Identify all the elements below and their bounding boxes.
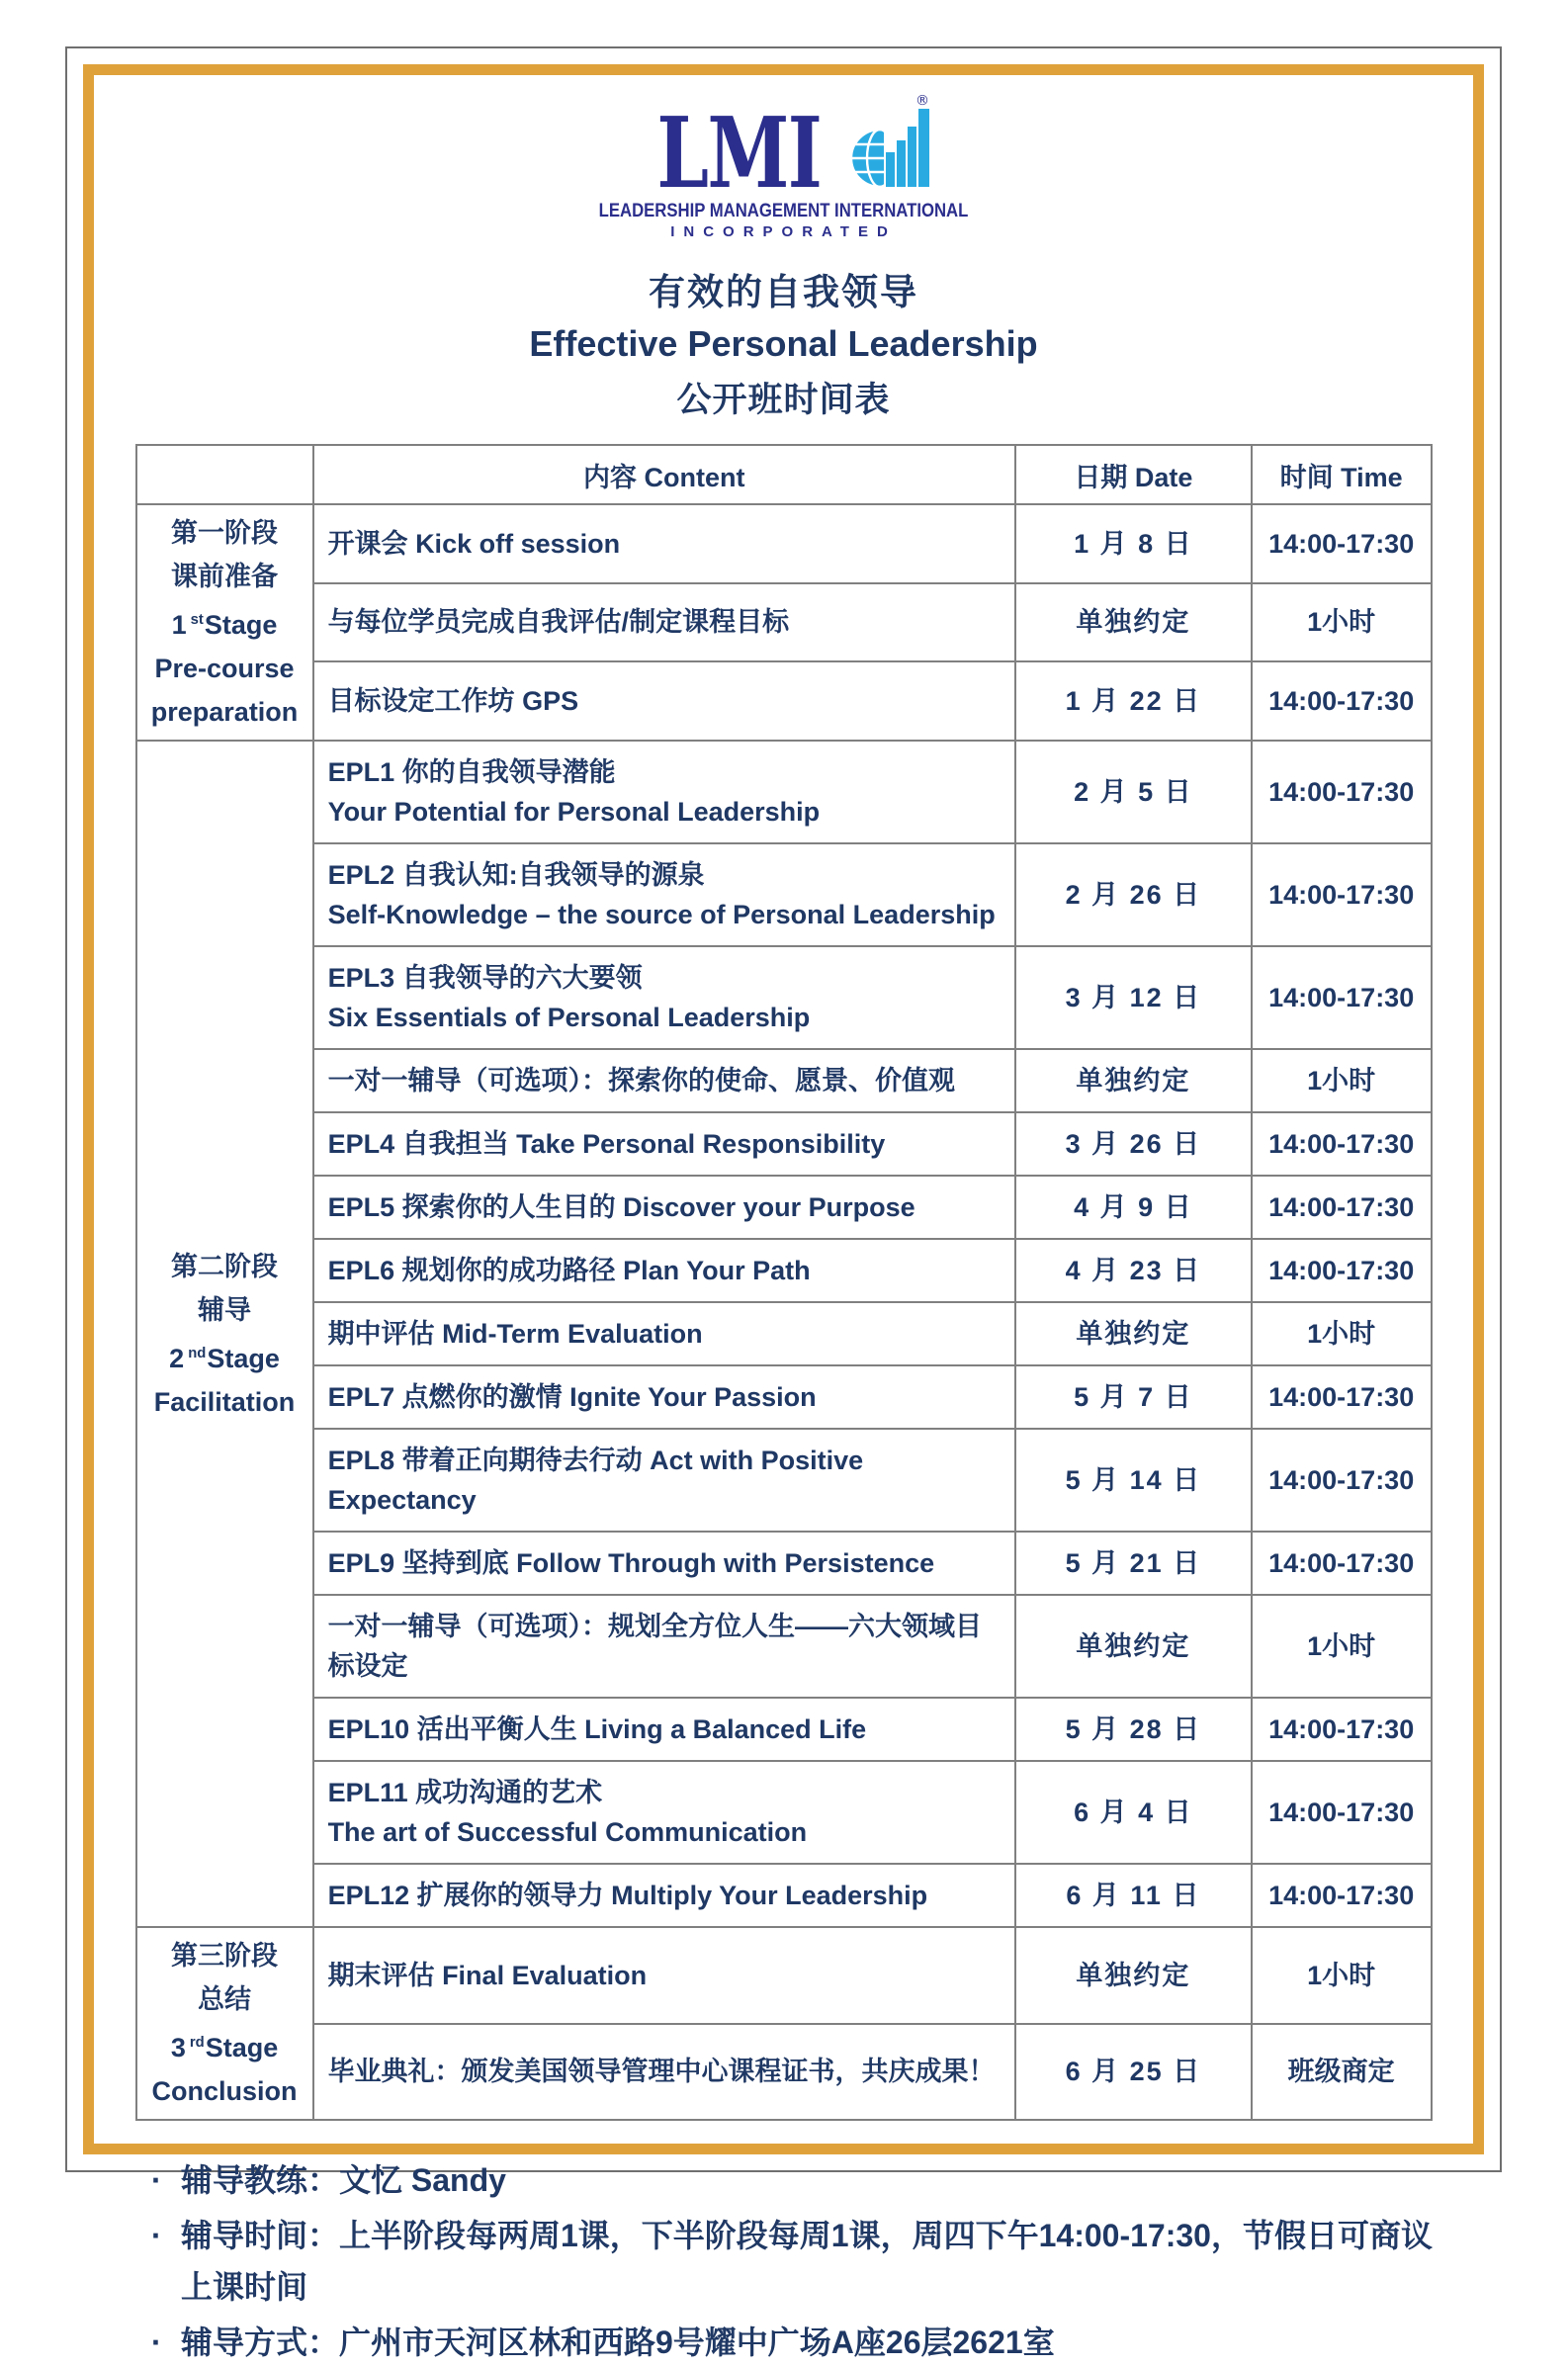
time-cell: 14:00-17:30: [1252, 946, 1432, 1049]
time-cell: 14:00-17:30: [1252, 504, 1432, 583]
stage-label-line: 辅导: [198, 1294, 252, 1325]
content-cell: [313, 1429, 1015, 1532]
time-cell: 14:00-17:30: [1252, 1112, 1432, 1176]
content-header-cell: 内容 Content: [313, 445, 1015, 504]
table-row: [136, 1532, 1432, 1595]
table-row: [136, 1761, 1432, 1864]
date-cell: 6 月 4 日: [1015, 1761, 1252, 1864]
content-line: EPL7 点燃你的激情 Ignite Your Passion: [327, 1382, 817, 1412]
content-line: The art of Successful Communication: [327, 1817, 808, 1847]
table-row: [136, 1365, 1432, 1429]
content-cell: [313, 583, 1015, 662]
stage-label-line: Facilitation: [153, 1386, 296, 1417]
date-cell: 6 月 11 日: [1015, 1864, 1252, 1927]
stage-label-line: 1 $^{st}$Stage: [171, 610, 278, 640]
stage-label-line: 课前准备: [171, 562, 279, 591]
stage-label-line: 第三阶段: [171, 1941, 279, 1971]
content-area: [94, 75, 1473, 2360]
table-row: [136, 741, 1432, 843]
content-line: EPL10 活出平衡人生 Living a Balanced Life: [327, 1714, 867, 1744]
time-cell: 14:00-17:30: [1252, 1864, 1432, 1927]
content-cell: [313, 661, 1015, 741]
content-line: 与每位学员完成自我评估/制定课程目标: [327, 607, 790, 638]
lmi-logo: [133, 91, 1434, 240]
gold-border: [83, 64, 1484, 2360]
content-line: EPL12 扩展你的领导力 Multiply Your Leadership: [327, 1881, 928, 1910]
title-english: Effective Personal Leadership: [529, 323, 1038, 364]
table-row: [136, 946, 1432, 1049]
content-line: EPL6 规划你的成功路径 Plan Your Path: [327, 1256, 811, 1285]
time-cell: 1小时: [1252, 1595, 1432, 1698]
ordinal-superscript: nd: [188, 1345, 207, 1361]
table-row: [136, 1927, 1432, 2024]
table-row: [136, 504, 1432, 583]
bullet-icon: ·: [151, 2218, 162, 2253]
time-cell: 1小时: [1252, 1302, 1432, 1365]
note-item: [145, 2154, 1434, 2206]
logo-caption-line2: INCORPORATED: [670, 223, 897, 240]
content-line: EPL4 自我担当 Take Personal Responsibility: [327, 1129, 886, 1159]
content-cell: [313, 1049, 1015, 1112]
table-row: [136, 2024, 1432, 2121]
date-cell: 5 月 21 日: [1015, 1532, 1252, 1595]
header-row: [136, 445, 1432, 504]
date-cell: 单独约定: [1015, 1595, 1252, 1698]
time-cell: 14:00-17:30: [1252, 843, 1432, 946]
time-cell: 14:00-17:30: [1252, 1429, 1432, 1532]
content-line: Six Essentials of Personal Leadership: [327, 1003, 811, 1032]
time-cell: 1小时: [1252, 1049, 1432, 1112]
content-line: EPL2 自我认知:自我领导的源泉: [327, 860, 705, 890]
note-text: 辅导时间：上半阶段每两周1课，下半阶段每周1课，周四下午14:00-17:30，节假日可商议上课时间: [181, 2218, 1433, 2305]
date-cell: 单独约定: [1015, 1049, 1252, 1112]
notes: [145, 2154, 1434, 2368]
bullet-icon: ·: [151, 2162, 162, 2198]
content-cell: [313, 504, 1015, 583]
content-cell: [313, 1532, 1015, 1595]
content-line: EPL5 探索你的人生目的 Discover your Purpose: [327, 1192, 915, 1222]
time-cell: 班级商定: [1252, 2024, 1432, 2121]
title-chinese: 有效的自我领导: [649, 272, 918, 312]
content-cell: [313, 1239, 1015, 1302]
globe-bar-chart-icon: [850, 91, 933, 198]
table-row: [136, 1595, 1432, 1698]
table-row: [136, 661, 1432, 741]
content-line: 期末评估 Final Evaluation: [327, 1960, 648, 1990]
content-line: Self-Knowledge – the source of Personal Leadership: [327, 900, 996, 929]
table-row: [136, 1112, 1432, 1176]
note-item: [145, 2317, 1434, 2368]
date-cell: 5 月 28 日: [1015, 1698, 1252, 1761]
content-line: 期中评估 Mid-Term Evaluation: [327, 1319, 703, 1349]
content-cell: [313, 1761, 1015, 1864]
date-cell: 5 月 7 日: [1015, 1365, 1252, 1429]
content-cell: [313, 1864, 1015, 1927]
date-header-cell: 日期 Date: [1015, 445, 1252, 504]
table-row: [136, 583, 1432, 662]
table-row: [136, 1864, 1432, 1927]
table-row: [136, 1429, 1432, 1532]
date-cell: 3 月 12 日: [1015, 946, 1252, 1049]
date-cell: 1 月 22 日: [1015, 661, 1252, 741]
stage-label-line: 2 $^{nd}$Stage: [169, 1343, 280, 1373]
time-cell: 14:00-17:30: [1252, 1365, 1432, 1429]
stage-label-line: Conclusion: [151, 2076, 298, 2106]
date-cell: 5 月 14 日: [1015, 1429, 1252, 1532]
date-cell: 3 月 26 日: [1015, 1112, 1252, 1176]
content-line: 一对一辅导（可选项）：探索你的使命、愿景、价值观: [327, 1066, 956, 1096]
ordinal-superscript: st: [190, 612, 204, 628]
content-line: 目标设定工作坊 GPS: [327, 686, 579, 717]
content-cell: [313, 946, 1015, 1049]
note-text: 辅导方式：广州市天河区林和西路9号耀中广场A座26层2621室: [181, 2324, 1055, 2360]
date-cell: 6 月 25 日: [1015, 2024, 1252, 2121]
content-cell: [313, 1927, 1015, 2024]
stage-cell: [136, 1927, 313, 2120]
date-cell: 单独约定: [1015, 1927, 1252, 2024]
time-cell: 14:00-17:30: [1252, 1532, 1432, 1595]
content-line: EPL1 你的自我领导潜能: [327, 757, 616, 787]
date-cell: 4 月 9 日: [1015, 1176, 1252, 1239]
table-row: [136, 1698, 1432, 1761]
stage-label-line: 3 $^{rd}$Stage: [170, 2033, 279, 2062]
time-header-cell: 时间 Time: [1252, 445, 1432, 504]
time-cell: 14:00-17:30: [1252, 661, 1432, 741]
content-line: EPL9 坚持到底 Follow Through with Persistence: [327, 1548, 935, 1578]
content-cell: [313, 843, 1015, 946]
date-cell: 单独约定: [1015, 583, 1252, 662]
content-cell: [313, 1176, 1015, 1239]
content-line: 毕业典礼：颁发美国领导管理中心课程证书，共庆成果！: [327, 2057, 996, 2087]
stage-label-line: 第二阶段: [171, 1251, 279, 1281]
stage-label-line: 总结: [198, 1984, 252, 2014]
note-text: 辅导教练：文忆 Sandy: [181, 2162, 506, 2198]
content-line: EPL8 带着正向期待去行动 Act with Positive Expectancy: [327, 1446, 864, 1515]
logo-caption-line1: LEADERSHIP MANAGEMENT INTERNATIONAL: [598, 201, 969, 221]
stage-label-line: preparation: [150, 697, 299, 727]
date-cell: 4 月 23 日: [1015, 1239, 1252, 1302]
ordinal-superscript: rd: [189, 2035, 205, 2051]
date-cell: 单独约定: [1015, 1302, 1252, 1365]
stage-header-cell: [136, 445, 313, 504]
time-cell: 14:00-17:30: [1252, 741, 1432, 843]
lmi-logo-row: [133, 91, 1434, 210]
title-subtitle: 公开班时间表: [676, 381, 891, 419]
content-cell: [313, 1595, 1015, 1698]
time-cell: 14:00-17:30: [1252, 1239, 1432, 1302]
content-cell: [313, 1112, 1015, 1176]
content-cell: [313, 1365, 1015, 1429]
content-cell: [313, 741, 1015, 843]
table-row: [136, 843, 1432, 946]
table-row: [136, 1239, 1432, 1302]
stage-cell: [136, 504, 313, 741]
lmi-wordmark: LMI: [656, 95, 822, 210]
outer-border: [65, 46, 1502, 2360]
date-cell: 1 月 8 日: [1015, 504, 1252, 583]
note-item: [145, 2210, 1434, 2313]
stage-label-line: Pre-course: [154, 654, 295, 683]
content-cell: [313, 2024, 1015, 2121]
registered-mark: ®: [915, 93, 929, 109]
content-cell: [313, 1302, 1015, 1365]
table-row: [136, 1302, 1432, 1365]
table-row: [136, 1176, 1432, 1239]
schedule-table-body: [136, 504, 1432, 2120]
time-cell: 14:00-17:30: [1252, 1761, 1432, 1864]
content-line: Your Potential for Personal Leadership: [327, 797, 821, 827]
content-cell: [313, 1698, 1015, 1761]
table-row: [136, 1049, 1432, 1112]
date-cell: 2 月 26 日: [1015, 843, 1252, 946]
time-cell: 14:00-17:30: [1252, 1698, 1432, 1761]
content-line: 开课会 Kick off session: [327, 528, 621, 559]
time-cell: 1小时: [1252, 583, 1432, 662]
time-cell: 14:00-17:30: [1252, 1176, 1432, 1239]
date-cell: 2 月 5 日: [1015, 741, 1252, 843]
stage-cell: [136, 741, 313, 1927]
content-line: EPL11 成功沟通的艺术: [327, 1778, 603, 1807]
bullet-icon: ·: [151, 2324, 162, 2360]
schedule-table: [135, 444, 1433, 2121]
content-line: 一对一辅导（可选项）：规划全方位人生——六大领域目标设定: [327, 1612, 983, 1681]
content-line: EPL3 自我领导的六大要领: [327, 963, 643, 993]
stage-label-line: 第一阶段: [171, 518, 279, 548]
time-cell: 1小时: [1252, 1927, 1432, 2024]
